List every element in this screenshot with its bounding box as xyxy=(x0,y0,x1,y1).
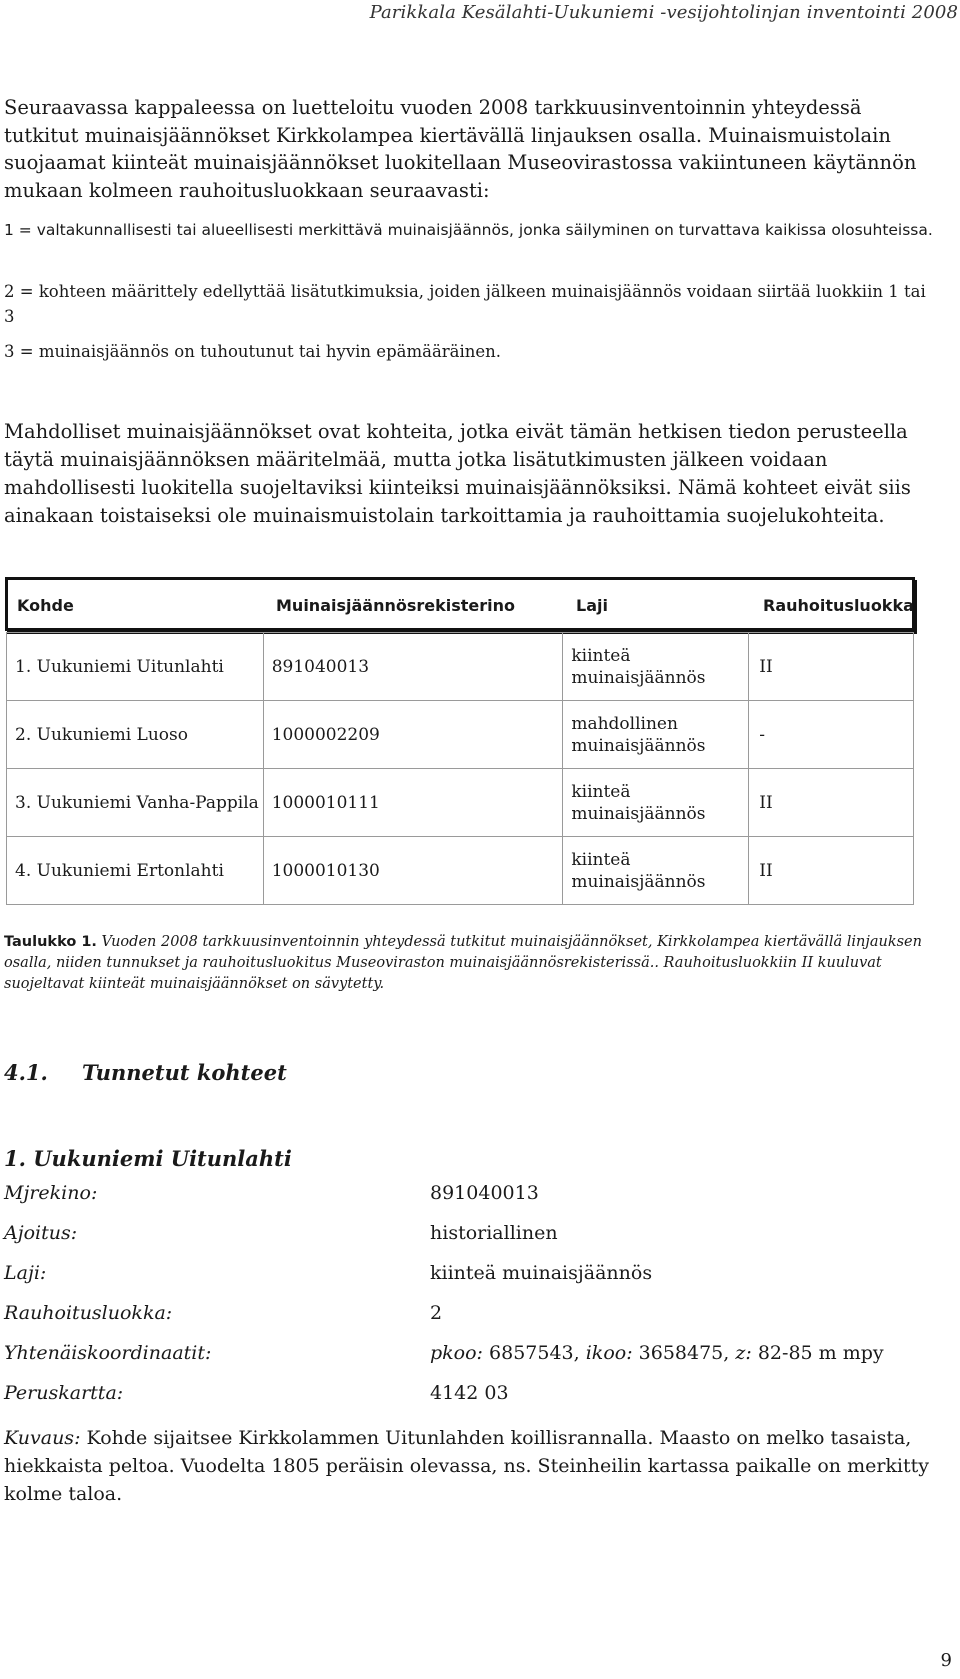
cell-site-name: 2. Uukuniemi Luoso xyxy=(7,701,264,769)
field-value: 2 xyxy=(430,1302,443,1324)
intro-paragraph: Seuraavassa kappaleessa on luetteloitu vuoden 2008 tarkkuusinventoinnin yhteydessä tutkitut muinaisjäännökset Kirkkolampea kiertävällä linjauksen osalla. Muinaismuistolain suojaamat kiinteät muinaisjäännökset luokitellaan Museovirastossa vakiintuneen käytännön mukaan kolmeen rauhoitusluokkaan seuraavasti: xyxy=(4,96,917,202)
sites-table xyxy=(6,632,914,905)
site-title: 1. Uukuniemi Uitunlahti xyxy=(4,1146,292,1171)
caption-label: Taulukko 1. xyxy=(4,934,97,950)
table-row xyxy=(7,633,914,701)
cell-site-name: 4. Uukuniemi Ertonlahti xyxy=(7,837,264,905)
table-row xyxy=(7,837,914,905)
cell-type: mahdollinen muinaisjäännös xyxy=(563,701,749,769)
section-number: 4.1. xyxy=(4,1060,48,1085)
field-label: Mjrekino: xyxy=(4,1182,98,1204)
pkoo-value: 6857543, xyxy=(489,1342,580,1364)
table-caption xyxy=(4,932,934,995)
page-number: 9 xyxy=(940,1650,952,1671)
field-value: historiallinen xyxy=(430,1222,558,1244)
cell-registry-number: 1000002209 xyxy=(263,701,563,769)
field-label: Rauhoitusluokka: xyxy=(4,1302,173,1324)
column-header-laji: Laji xyxy=(576,596,608,615)
cell-registry-number: 1000010130 xyxy=(263,837,563,905)
field-value: kiinteä muinaisjäännös xyxy=(430,1262,653,1284)
coordinates-value xyxy=(430,1342,884,1364)
field-value: 891040013 xyxy=(430,1182,539,1204)
protection-class-1: 1 = valtakunnallisesti tai alueellisesti merkittävä muinaisjäännös, jonka säilyminen on turvattava kaikissa olosuhteissa. xyxy=(4,221,933,239)
protection-class-2: 2 = kohteen määrittely edellyttää lisätutkimuksia, joiden jälkeen muinaisjäännös voidaan siirtää luokkiin 1 tai 3 xyxy=(4,282,926,326)
cell-protection-class: II xyxy=(749,633,914,701)
field-label: Peruskartta: xyxy=(4,1382,124,1404)
z-value: 82-85 m mpy xyxy=(757,1342,884,1364)
protection-class-3: 3 = muinaisjäännös on tuhoutunut tai hyvin epämääräinen. xyxy=(4,342,502,361)
field-label: Ajoitus: xyxy=(4,1222,78,1244)
table-row xyxy=(7,701,914,769)
possible-remains-paragraph: Mahdolliset muinaisjäännökset ovat kohteita, jotka eivät tämän hetkisen tiedon perusteella täytä muinaisjäännöksen määritelmää, mutta jotka lisätutkimusten jälkeen voidaan mahdollisesti luokitella suojeltaviksi kiinteiksi muinaisjäännöksiksi. Nämä kohteet eivät siis ainakaan toistaiseksi ole muinaismuistolain tarkoittamia ja rauhoittamia suojelukohteita. xyxy=(4,420,911,527)
cell-type: kiinteä muinaisjäännös xyxy=(563,837,749,905)
cell-protection-class: - xyxy=(749,701,914,769)
cell-registry-number: 891040013 xyxy=(263,633,563,701)
column-header-kohde: Kohde xyxy=(17,596,74,615)
column-header-protection-class: Rauhoitusluokka xyxy=(763,596,914,615)
cell-site-name: 1. Uukuniemi Uitunlahti xyxy=(7,633,264,701)
cell-type: kiinteä muinaisjäännös xyxy=(563,633,749,701)
field-label: Yhtenäiskoordinaatit: xyxy=(4,1342,212,1364)
ikoo-label: ikoo: xyxy=(585,1342,633,1364)
cell-registry-number: 1000010111 xyxy=(263,769,563,837)
section-title: Tunnetut kohteet xyxy=(82,1060,287,1085)
table-header xyxy=(5,577,915,631)
caption-text: Vuoden 2008 tarkkuusinventoinnin yhteydessä tutkitut muinaisjäännökset, Kirkkolampea kiertävällä linjauksen osalla, niiden tunnukset ja rauhoitusluokitus Museoviraston muinaisjäännösrekisterissä.. Rauhoitusluokkiin II kuuluvat suojeltavat kiinteät muinaisjäännökset on sävytetty. xyxy=(4,934,922,992)
cell-protection-class: II xyxy=(749,837,914,905)
cell-protection-class: II xyxy=(749,769,914,837)
table-row xyxy=(7,769,914,837)
pkoo-label: pkoo: xyxy=(430,1342,483,1364)
description-label: Kuvaus: xyxy=(4,1427,81,1449)
field-value: 4142 03 xyxy=(430,1382,509,1404)
description-text: Kohde sijaitsee Kirkkolammen Uitunlahden koillisrannalla. Maasto on melko tasaista, hiekkaista peltoa. Vuodelta 1805 peräisin olevassa, ns. Steinheilin kartassa paikalle on merkitty kolme taloa. xyxy=(4,1427,930,1505)
field-label: Laji: xyxy=(4,1262,47,1284)
z-label: z: xyxy=(735,1342,752,1364)
column-header-registry-number: Muinaisjäännösrekisterino xyxy=(276,596,516,615)
site-description xyxy=(4,1424,944,1508)
ikoo-value: 3658475, xyxy=(638,1342,730,1364)
cell-type: kiinteä muinaisjäännös xyxy=(563,769,749,837)
cell-site-name: 3. Uukuniemi Vanha-Pappila xyxy=(7,769,264,837)
running-header: Parikkala Kesälahti-Uukuniemi -vesijohtolinjan inventointi 2008 xyxy=(369,2,958,23)
